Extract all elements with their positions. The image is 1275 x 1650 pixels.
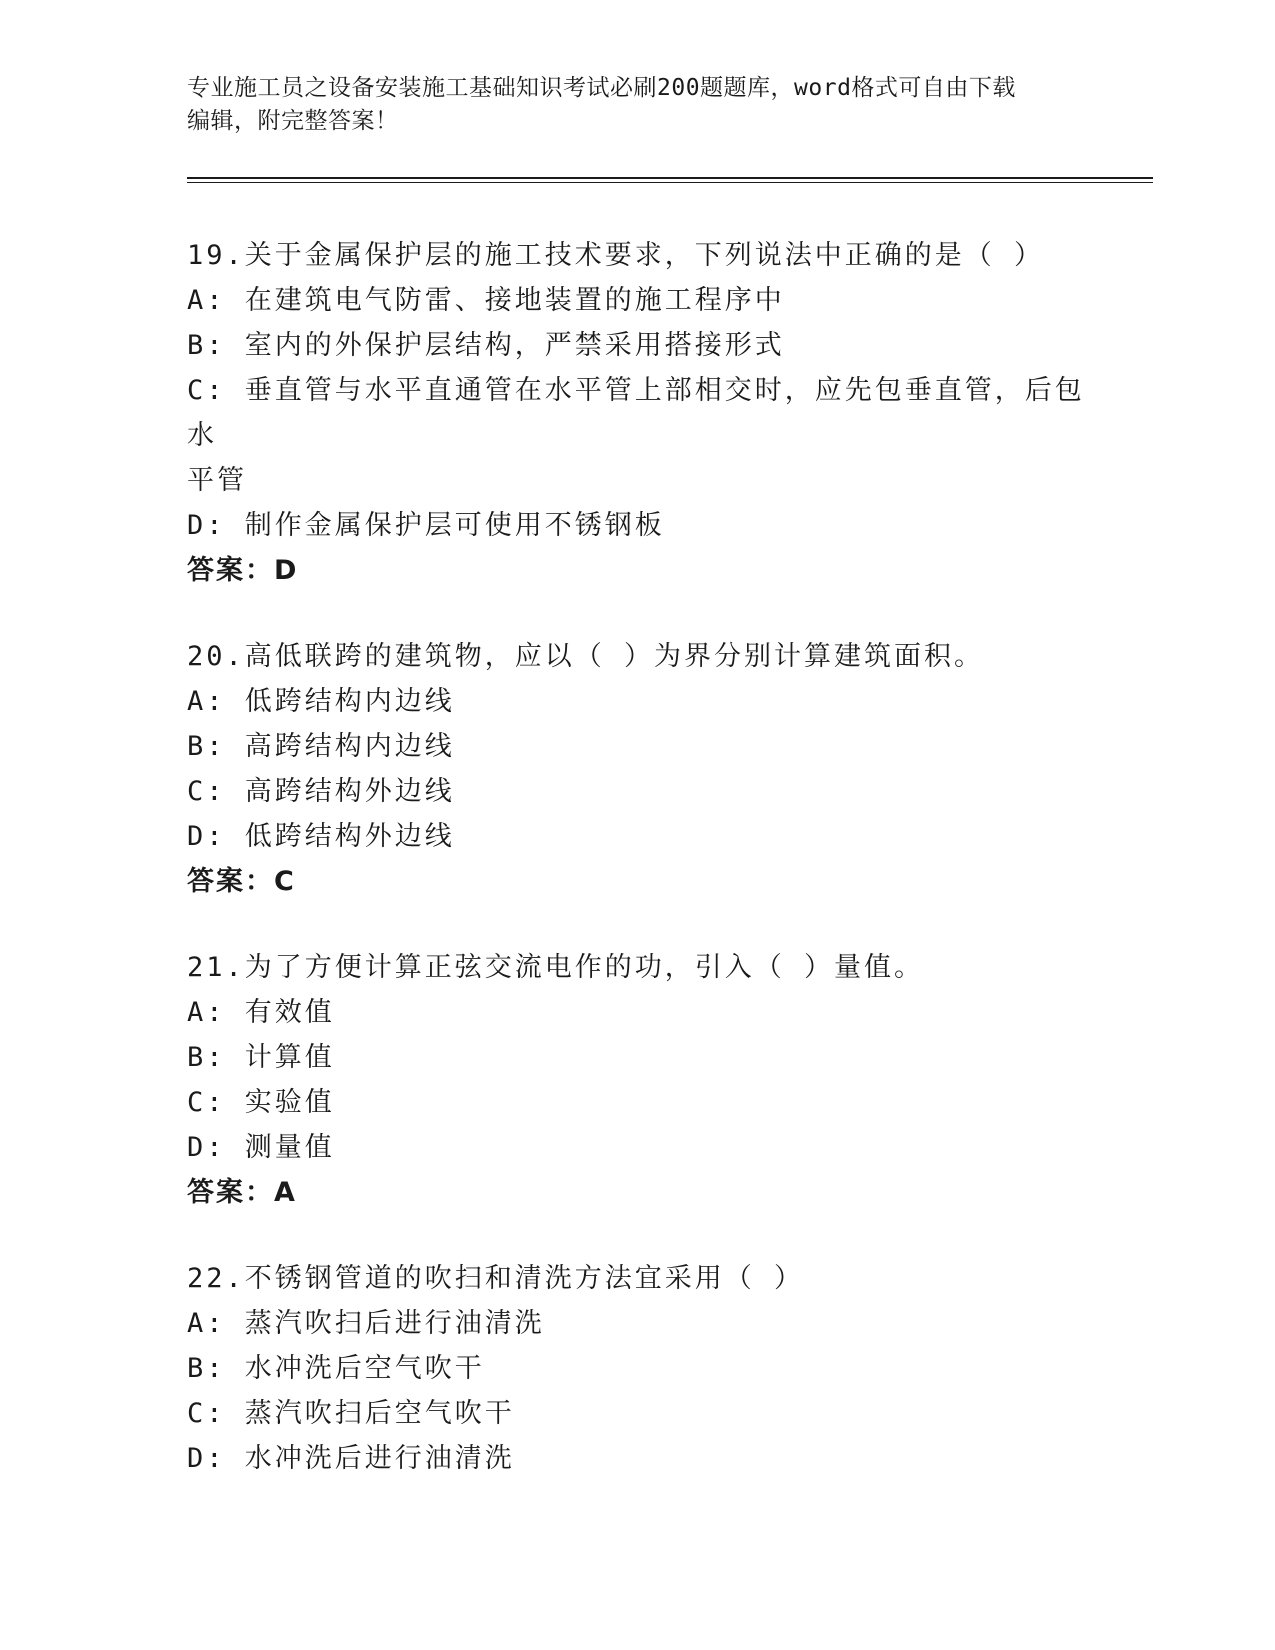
- option-d: D: 水冲洗后进行油清洗: [187, 1443, 515, 1474]
- answer-label: 答案：D: [187, 555, 299, 586]
- option-b: B: 室内的外保护层结构，严禁采用搭接形式: [187, 330, 785, 361]
- header-title-line-2: 编辑，附完整答案！: [187, 108, 399, 134]
- answer-label: 答案：A: [187, 1177, 297, 1208]
- option-a: A: 蒸汽吹扫后进行油清洗: [187, 1308, 545, 1339]
- question-stem: 19.关于金属保护层的施工技术要求，下列说法中正确的是（ ）: [187, 240, 1045, 271]
- option-c: C: 实验值: [187, 1087, 335, 1118]
- option-a: A: 低跨结构内边线: [187, 686, 455, 717]
- header-divider-thick: [187, 177, 1153, 179]
- option-d: D: 测量值: [187, 1132, 335, 1163]
- option-c: C: 高跨结构外边线: [187, 776, 455, 807]
- question-stem: 22.不锈钢管道的吹扫和清洗方法宜采用（ ）: [187, 1263, 805, 1294]
- question-19: [187, 233, 1087, 593]
- header-divider-thin: [187, 182, 1153, 183]
- question-stem: 21.为了方便计算正弦交流电作的功，引入（ ）量值。: [187, 952, 925, 983]
- option-c-continued: 平管: [187, 465, 247, 496]
- option-a: A: 有效值: [187, 997, 335, 1028]
- option-d: D: 制作金属保护层可使用不锈钢板: [187, 510, 665, 541]
- option-c: C: 垂直管与水平直通管在水平管上部相交时，应先包垂直管，后包水: [187, 375, 1085, 451]
- question-22: [187, 1256, 1087, 1481]
- question-list: [187, 233, 1087, 1522]
- question-stem: 20.高低联跨的建筑物，应以（ ）为界分别计算建筑面积。: [187, 641, 985, 672]
- answer-label: 答案：C: [187, 866, 296, 897]
- option-b: B: 计算值: [187, 1042, 335, 1073]
- option-b: B: 水冲洗后空气吹干: [187, 1353, 485, 1384]
- option-a: A: 在建筑电气防雷、接地装置的施工程序中: [187, 285, 785, 316]
- option-c: C: 蒸汽吹扫后空气吹干: [187, 1398, 515, 1429]
- question-21: [187, 945, 1087, 1215]
- option-b: B: 高跨结构内边线: [187, 731, 455, 762]
- document-header: [187, 72, 1087, 138]
- option-d: D: 低跨结构外边线: [187, 821, 455, 852]
- question-20: [187, 634, 1087, 904]
- header-title-line-1: 专业施工员之设备安装施工基础知识考试必刷200题题库，word格式可自由下载: [187, 75, 1016, 101]
